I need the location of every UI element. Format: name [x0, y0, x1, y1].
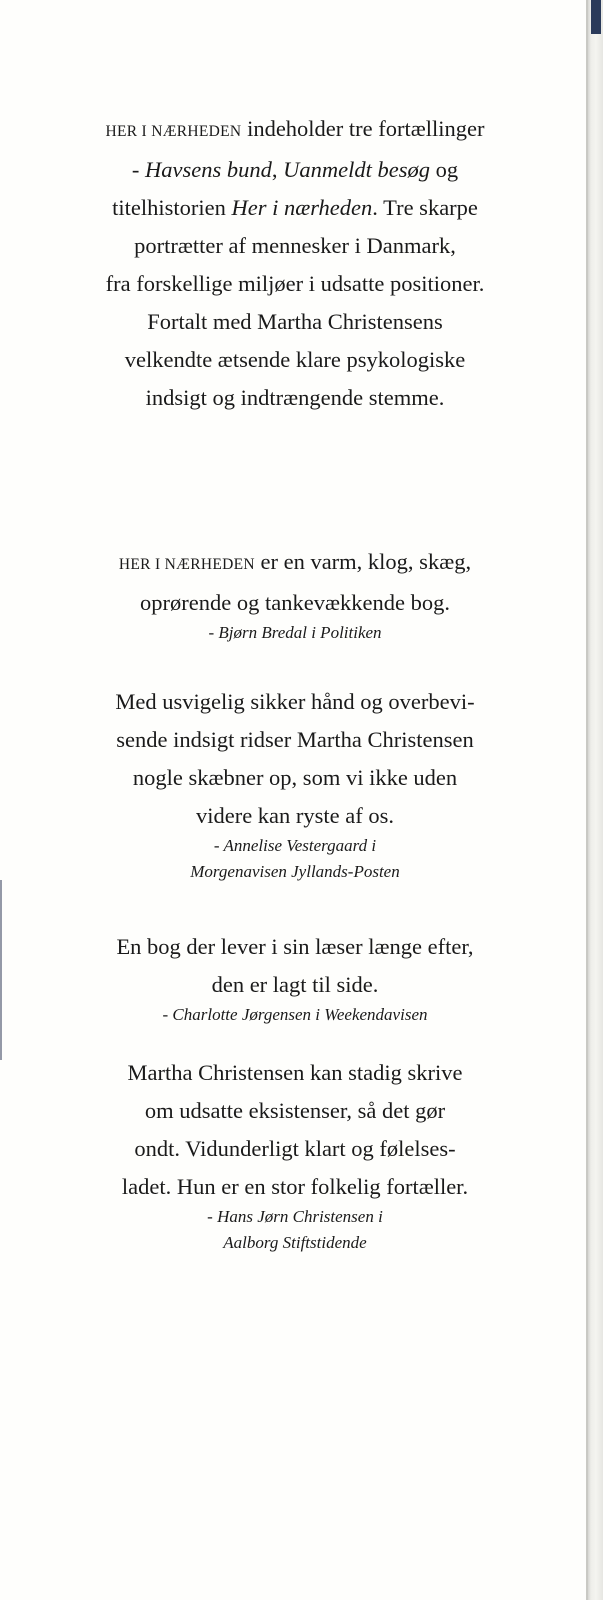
quote-line: ladet. Hun er en stor folkelig fortæller. — [121, 1174, 469, 1199]
quote-attribution — [40, 620, 550, 646]
review-quote-4 — [40, 1054, 550, 1256]
review-quote-3 — [40, 928, 550, 1028]
book-title-smallcaps: HER I NÆRHEDEN — [118, 556, 255, 573]
attribution-line: - Annelise Vestergaard i — [213, 836, 377, 855]
quote-line: En bog der lever i sin læser længe efter, — [116, 934, 474, 959]
intro-line-8: indsigt og indtrængende stemme. — [145, 385, 445, 410]
attribution-line: Aalborg Stiftstidende — [223, 1233, 367, 1252]
quote-line: HER I NÆRHEDEN er en varm, klog, skæg, — [118, 549, 472, 574]
page-edge-strip — [588, 0, 603, 1600]
intro-line-2: - Havsens bund, Uanmeldt besøg og — [131, 157, 459, 182]
quote-attribution — [40, 1204, 550, 1256]
book-title-smallcaps: HER I NÆRHEDEN — [105, 123, 242, 140]
intro-line-7: velkendte ætsende klare psykologiske — [124, 347, 466, 372]
attribution-line: - Charlotte Jørgensen i Weekendavisen — [162, 1005, 428, 1024]
intro-line-5: fra forskellige miljøer i udsatte positioner. — [105, 271, 485, 296]
review-quote-1 — [40, 543, 550, 646]
quote-line: videre kan ryste af os. — [195, 803, 395, 828]
quote-line: sende indsigt ridser Martha Christensen — [116, 727, 474, 752]
intro-line-3: titelhistorien Her i nærheden. Tre skarpe — [112, 195, 478, 220]
quote-attribution — [40, 833, 550, 885]
attribution-line: - Hans Jørn Christensen i — [207, 1207, 383, 1226]
quote-line: Med usvigelig sikker hånd og overbevi- — [115, 689, 475, 714]
quote-line: oprørende og tankevækkende bog. — [140, 590, 450, 615]
story-title-3: Her i nærheden — [231, 195, 373, 220]
intro-line-6: Fortalt med Martha Christensens — [147, 309, 443, 334]
quote-line: om udsatte eksistenser, så det gør — [144, 1098, 446, 1123]
quote-attribution — [40, 1002, 550, 1028]
story-title-1: Havsens bund — [145, 157, 272, 182]
left-spine-shadow — [0, 880, 2, 1060]
quote-line: ondt. Vidunderligt klart og følelses- — [134, 1136, 456, 1161]
quote-line: den er lagt til side. — [211, 972, 379, 997]
attribution-line: - Bjørn Bredal i Politiken — [208, 623, 382, 642]
attribution-line: Morgenavisen Jyllands-Posten — [190, 862, 400, 881]
blurb-intro — [40, 110, 550, 417]
intro-line-1: HER I NÆRHEDEN indeholder tre fortællinger — [105, 116, 485, 141]
intro-line-4: portrætter af mennesker i Danmark, — [134, 233, 456, 258]
story-title-2: Uanmeldt besøg — [283, 157, 430, 182]
quote-line: nogle skæbner op, som vi ikke uden — [132, 765, 458, 790]
cover-corner-mark — [591, 0, 601, 34]
review-quote-2 — [40, 683, 550, 885]
quote-line: Martha Christensen kan stadig skrive — [127, 1060, 463, 1085]
